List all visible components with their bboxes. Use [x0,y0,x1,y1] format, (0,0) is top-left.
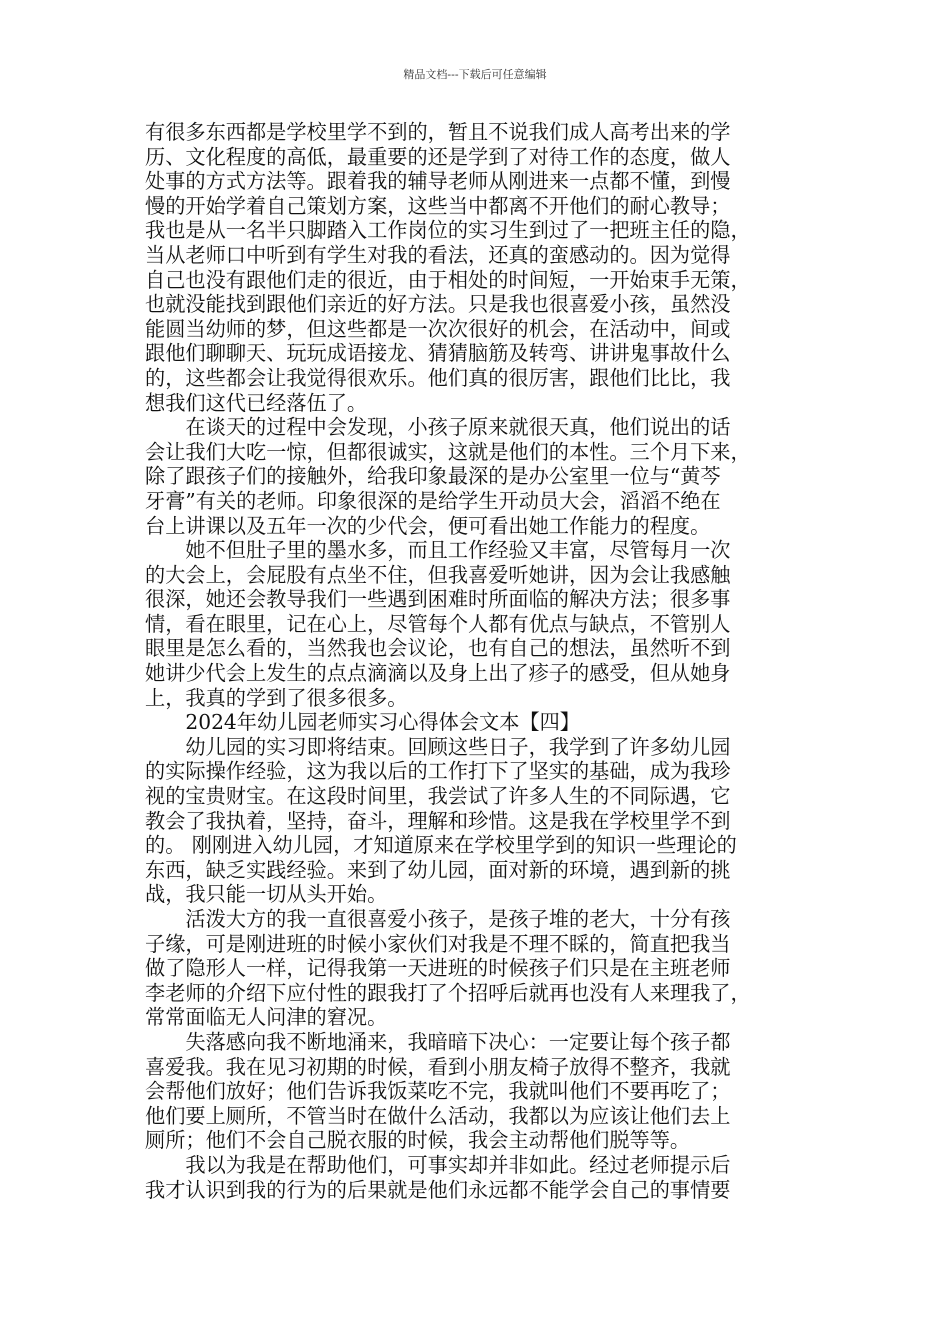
text-line: 的大会上，会屁股有点坐不住，但我喜爱听她讲，因为会让我感触 [145,562,731,587]
text-line: 也就没能找到跟他们亲近的好方法。只是我也很喜爱小孩，虽然没 [145,292,731,317]
text-line: 我以为我是在帮助他们，可事实却并非如此。经过老师提示后 [145,1152,731,1177]
text-line: 会让我们大吃一惊，但都很诚实，这就是他们的本性。三个月下来， [145,439,751,464]
text-line: 牙膏”有关的老师。印象很深的是给学生开动员大会，滔滔不绝在 [145,488,721,513]
text-line: 有很多东西都是学校里学不到的，暂且不说我们成人高考出来的学 [145,120,731,144]
text-line: 历、文化程度的高低，最重要的还是学到了对待工作的态度，做人 [145,144,731,169]
text-line: 跟他们聊聊天、玩玩成语接龙、猜猜脑筋及转弯、讲讲鬼事故什么 [145,341,731,366]
text-line: 东西，缺乏实践经验。来到了幼儿园，面对新的环境，遇到新的挑 [145,857,731,882]
text-line: 能圆当幼师的梦，但这些都是一次次很好的机会，在活动中，间或 [145,316,731,341]
text-line: 台上讲课以及五年一次的少代会，便可看出她工作能力的程度。 [145,513,711,538]
text-line: 常常面临无人问津的窘况。 [145,1005,388,1030]
text-line: 幼儿园的实习即将结束。回顾这些日子，我学到了许多幼儿园 [145,734,731,759]
text-line: 我也是从一名半只脚踏入工作岗位的实习生到过了一把班主任的隐， [145,218,751,243]
text-line: 视的宝贵财宝。在这段时间里，我尝试了许多人生的不同际遇，它 [145,784,731,809]
text-line: 处事的方式方法等。跟着我的辅导老师从刚进来一点都不懂，到慢 [145,169,731,194]
text-line: 子缘，可是刚进班的时候小家伙们对我是不理不睬的，简直把我当 [145,931,731,956]
text-line: 2024年幼儿园老师实习心得体会文本【四】 [145,710,580,735]
text-line: 厕所；他们不会自己脱衣服的时候，我会主动帮他们脱等等。 [145,1128,691,1153]
text-line: 自己也没有跟他们走的很近，由于相处的时间短，一开始束手无策， [145,267,751,292]
text-line: 教会了我执着，坚持，奋斗，理解和珍惜。这是我在学校里学不到 [145,808,731,833]
text-line: 的，这些都会让我觉得很欢乐。他们真的很厉害，跟他们比比，我 [145,365,731,390]
text-line: 喜爱我。我在见习初期的时候，看到小朋友椅子放得不整齐，我就 [145,1054,731,1079]
text-line: 战，我只能一切从头开始。 [145,882,388,907]
text-line: 会帮他们放好；他们告诉我饭菜吃不完，我就叫他们不要再吃了； [145,1079,731,1104]
text-line: 上，我真的学到了很多很多。 [145,685,408,710]
text-line: 很深，她还会教导我们一些遇到困难时所面临的解决方法；很多事 [145,587,731,612]
text-line: 他们要上厕所，不管当时在做什么活动，我都以为应该让他们去上 [145,1103,731,1128]
text-line: 李老师的介绍下应付性的跟我打了个招呼后就再也没有人来理我了， [145,980,751,1005]
text-line: 慢的开始学着自己策划方案，这些当中都离不开他们的耐心教导； [145,193,731,218]
text-line: 情，看在眼里，记在心上，尽管每个人都有优点与缺点，不管别人 [145,611,731,636]
text-line: 的。 刚刚进入幼儿园，才知道原来在学校里学到的知识一些理论的 [145,833,737,858]
text-line: 当从老师口中听到有学生对我的看法，还真的蛮感动的。因为觉得 [145,242,731,267]
text-line: 眼里是怎么看的，当然我也会议论，也有自己的想法，虽然听不到 [145,636,731,661]
document-body [145,120,813,1202]
text-line: 除了跟孩子们的接触外，给我印象最深的是办公室里一位与“黄芩 [145,464,721,489]
text-line: 她不但肚子里的墨水多，而且工作经验又丰富，尽管每月一次 [145,538,731,563]
text-line: 想我们这代已经落伍了。 [145,390,368,415]
text-line: 的实际操作经验，这为我以后的工作打下了坚实的基础，成为我珍 [145,759,731,784]
text-line: 做了隐形人一样，记得我第一天进班的时候孩子们只是在主班老师 [145,956,731,981]
text-line: 活泼大方的我一直很喜爱小孩子，是孩子堆的老大，十分有孩 [145,907,731,931]
text-line: 失落感向我不断地涌来，我暗暗下决心：一定要让每个孩子都 [145,1029,731,1054]
text-line: 她讲少代会上发生的点点滴滴以及身上出了疹子的感受，但从她身 [145,661,731,686]
page-header: 精品文档---下载后可任意编辑 [403,68,547,81]
text-line: 在谈天的过程中会发现，小孩子原来就很天真，他们说出的话 [145,415,731,440]
text-line: 我才认识到我的行为的后果就是他们永远都不能学会自己的事情要 [145,1177,731,1202]
